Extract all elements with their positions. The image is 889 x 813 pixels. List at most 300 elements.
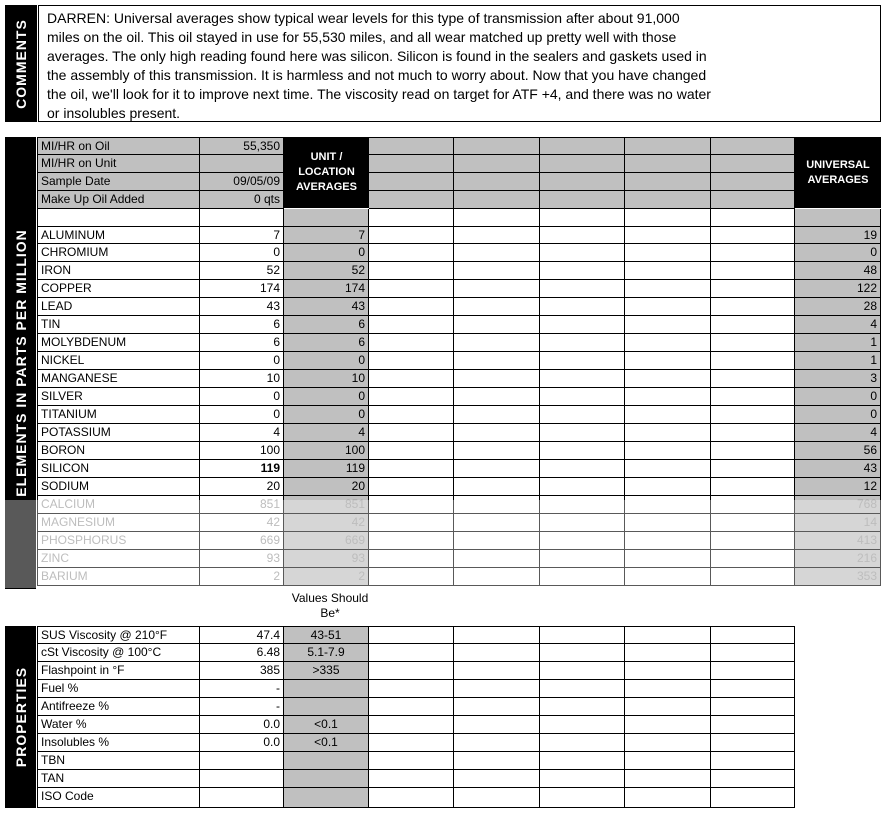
empty-cell <box>625 370 711 388</box>
element-universal-average: 1 <box>795 334 881 352</box>
empty-cell <box>711 788 795 808</box>
element-sample-value: 6 <box>200 334 284 352</box>
empty-cell <box>540 532 625 550</box>
element-universal-average: 12 <box>795 478 881 496</box>
element-sample-value: 43 <box>200 298 284 316</box>
empty-cell <box>625 316 711 334</box>
empty-cell <box>369 155 454 173</box>
empty-cell <box>454 406 540 424</box>
empty-cell <box>711 626 795 644</box>
empty-cell <box>454 716 540 734</box>
element-unit-average: 20 <box>284 478 369 496</box>
sample-info-value: 09/05/09 <box>200 173 284 191</box>
empty-cell <box>369 244 454 262</box>
empty-cell <box>711 716 795 734</box>
property-should-be: 5.1-7.9 <box>284 644 369 662</box>
empty-cell <box>540 752 625 770</box>
empty-cell <box>454 334 540 352</box>
empty-cell <box>369 680 454 698</box>
spacer-cell <box>454 209 540 227</box>
empty-cell <box>369 226 454 244</box>
comment-line: averages. The only high reading found here was silicon. Silicon is found in the sealers and gaskets used in <box>47 48 707 64</box>
empty-cell <box>625 680 711 698</box>
element-name: CHROMIUM <box>37 244 200 262</box>
empty-cell <box>454 370 540 388</box>
empty-cell <box>540 155 625 173</box>
elements-label: ELEMENTS IN PARTS PER MILLION <box>12 229 29 497</box>
spacer-cell <box>200 209 284 227</box>
empty-cell <box>711 698 795 716</box>
empty-cell <box>540 388 625 406</box>
element-name: SODIUM <box>37 478 200 496</box>
property-should-be: >335 <box>284 662 369 680</box>
empty-cell <box>711 280 795 298</box>
sample-info-value <box>200 155 284 173</box>
element-name: ALUMINUM <box>37 226 200 244</box>
empty-cell <box>540 626 625 644</box>
property-value: 0.0 <box>200 734 284 752</box>
empty-cell <box>454 424 540 442</box>
element-name: COPPER <box>37 280 200 298</box>
element-unit-average: 52 <box>284 262 369 280</box>
empty-cell <box>540 370 625 388</box>
element-name: MANGANESE <box>37 370 200 388</box>
property-value: 47.4 <box>200 626 284 644</box>
element-name: CALCIUM <box>37 496 200 514</box>
element-name: MAGNESIUM <box>37 514 200 532</box>
empty-cell <box>625 334 711 352</box>
empty-cell <box>625 280 711 298</box>
empty-cell <box>625 191 711 209</box>
element-unit-average: 43 <box>284 298 369 316</box>
empty-cell <box>711 550 795 568</box>
empty-cell <box>711 406 795 424</box>
element-universal-average: 0 <box>795 406 881 424</box>
property-should-be <box>284 698 369 716</box>
element-universal-average: 14 <box>795 514 881 532</box>
empty-cell <box>540 191 625 209</box>
element-unit-average: 851 <box>284 496 369 514</box>
property-value <box>200 770 284 788</box>
empty-cell <box>540 550 625 568</box>
element-universal-average: 216 <box>795 550 881 568</box>
empty-cell <box>711 155 795 173</box>
element-unit-average: 42 <box>284 514 369 532</box>
empty-cell <box>454 644 540 662</box>
properties-label: PROPERTIES <box>12 666 29 768</box>
property-value: - <box>200 680 284 698</box>
unit-location-header: UNIT / LOCATION AVERAGES <box>284 137 369 208</box>
empty-cell <box>540 406 625 424</box>
empty-cell <box>540 716 625 734</box>
empty-cell <box>540 442 625 460</box>
property-name: TBN <box>37 752 200 770</box>
element-name: TIN <box>37 316 200 334</box>
empty-cell <box>625 244 711 262</box>
comment-line: or insolubles present. <box>47 105 181 121</box>
empty-cell <box>454 478 540 496</box>
empty-cell <box>711 644 795 662</box>
empty-cell <box>625 298 711 316</box>
empty-cell <box>454 442 540 460</box>
empty-cell <box>369 334 454 352</box>
empty-cell <box>711 514 795 532</box>
element-sample-value: 0 <box>200 244 284 262</box>
element-universal-average: 4 <box>795 424 881 442</box>
sample-info-label: Sample Date <box>37 173 200 191</box>
empty-cell <box>625 460 711 478</box>
spacer-cell <box>284 209 369 227</box>
empty-cell <box>540 788 625 808</box>
empty-cell <box>540 173 625 191</box>
sample-info-label: MI/HR on Unit <box>37 155 200 173</box>
element-unit-average: 0 <box>284 406 369 424</box>
empty-cell <box>540 734 625 752</box>
element-name: IRON <box>37 262 200 280</box>
empty-cell <box>454 316 540 334</box>
property-should-be <box>284 752 369 770</box>
element-universal-average: 413 <box>795 532 881 550</box>
empty-cell <box>540 770 625 788</box>
empty-cell <box>454 262 540 280</box>
empty-cell <box>454 226 540 244</box>
empty-cell <box>625 698 711 716</box>
empty-cell <box>454 550 540 568</box>
element-sample-value: 7 <box>200 226 284 244</box>
empty-cell <box>454 244 540 262</box>
element-universal-average: 353 <box>795 568 881 586</box>
empty-cell <box>540 262 625 280</box>
empty-cell <box>454 770 540 788</box>
element-sample-value: 93 <box>200 550 284 568</box>
empty-cell <box>625 262 711 280</box>
empty-cell <box>711 752 795 770</box>
empty-cell <box>625 155 711 173</box>
element-unit-average: 6 <box>284 316 369 334</box>
sample-info-label: Make Up Oil Added <box>37 191 200 209</box>
property-value: 6.48 <box>200 644 284 662</box>
empty-cell <box>540 514 625 532</box>
empty-cell <box>540 662 625 680</box>
empty-cell <box>369 173 454 191</box>
element-universal-average: 48 <box>795 262 881 280</box>
empty-cell <box>540 244 625 262</box>
empty-cell <box>711 244 795 262</box>
element-unit-average: 7 <box>284 226 369 244</box>
element-unit-average: 2 <box>284 568 369 586</box>
property-should-be: <0.1 <box>284 734 369 752</box>
property-value: 385 <box>200 662 284 680</box>
comment-line: miles on the oil. This oil stayed in use for 55,530 miles, and all wear matched up pretty well with those <box>47 29 677 45</box>
element-sample-value: 174 <box>200 280 284 298</box>
element-name: TITANIUM <box>37 406 200 424</box>
empty-cell <box>711 316 795 334</box>
element-universal-average: 4 <box>795 316 881 334</box>
empty-cell <box>711 532 795 550</box>
element-sample-value: 0 <box>200 388 284 406</box>
empty-cell <box>369 716 454 734</box>
property-name: cSt Viscosity @ 100°C <box>37 644 200 662</box>
element-unit-average: 10 <box>284 370 369 388</box>
empty-cell <box>454 191 540 209</box>
empty-cell <box>625 424 711 442</box>
empty-cell <box>540 226 625 244</box>
element-unit-average: 4 <box>284 424 369 442</box>
empty-cell <box>711 352 795 370</box>
element-name: SILVER <box>37 388 200 406</box>
element-sample-value: 669 <box>200 532 284 550</box>
empty-cell <box>625 352 711 370</box>
empty-cell <box>540 280 625 298</box>
empty-cell <box>369 191 454 209</box>
empty-cell <box>369 352 454 370</box>
empty-cell <box>454 752 540 770</box>
empty-cell <box>540 352 625 370</box>
empty-cell <box>625 173 711 191</box>
empty-cell <box>711 191 795 209</box>
empty-cell <box>625 734 711 752</box>
empty-cell <box>711 173 795 191</box>
empty-cell <box>369 370 454 388</box>
empty-cell <box>625 496 711 514</box>
spacer-cell <box>711 209 795 227</box>
element-universal-average: 122 <box>795 280 881 298</box>
property-value <box>200 752 284 770</box>
element-universal-average: 19 <box>795 226 881 244</box>
empty-cell <box>454 680 540 698</box>
property-value: 0.0 <box>200 716 284 734</box>
spacer-cell <box>369 209 454 227</box>
empty-cell <box>454 280 540 298</box>
element-universal-average: 0 <box>795 244 881 262</box>
empty-cell <box>454 155 540 173</box>
empty-cell <box>625 442 711 460</box>
property-should-be <box>284 680 369 698</box>
spacer-cell <box>795 209 881 227</box>
empty-cell <box>369 698 454 716</box>
empty-cell <box>454 788 540 808</box>
empty-cell <box>625 550 711 568</box>
empty-cell <box>711 424 795 442</box>
empty-cell <box>711 442 795 460</box>
sample-info-label: MI/HR on Oil <box>37 137 200 155</box>
empty-cell <box>369 137 454 155</box>
empty-cell <box>625 770 711 788</box>
empty-cell <box>369 316 454 334</box>
empty-cell <box>369 734 454 752</box>
empty-cell <box>625 788 711 808</box>
element-unit-average: 0 <box>284 352 369 370</box>
element-sample-value: 100 <box>200 442 284 460</box>
element-sample-value: 6 <box>200 316 284 334</box>
element-sample-value: 10 <box>200 370 284 388</box>
empty-cell <box>711 680 795 698</box>
empty-cell <box>625 626 711 644</box>
element-name: NICKEL <box>37 352 200 370</box>
empty-cell <box>369 626 454 644</box>
empty-cell <box>454 298 540 316</box>
empty-cell <box>369 388 454 406</box>
property-name: Antifreeze % <box>37 698 200 716</box>
empty-cell <box>540 568 625 586</box>
empty-cell <box>625 644 711 662</box>
element-sample-value: 851 <box>200 496 284 514</box>
empty-cell <box>369 644 454 662</box>
empty-cell <box>711 662 795 680</box>
element-sample-value: 119 <box>200 460 284 478</box>
element-name: SILICON <box>37 460 200 478</box>
empty-cell <box>711 298 795 316</box>
comment-line: the assembly of this transmission. It is harmless and not much to worry about. Now that you have changed <box>47 67 707 83</box>
property-should-be: 43-51 <box>284 626 369 644</box>
element-sample-value: 4 <box>200 424 284 442</box>
empty-cell <box>540 334 625 352</box>
empty-cell <box>454 662 540 680</box>
empty-cell <box>540 698 625 716</box>
empty-cell <box>454 352 540 370</box>
empty-cell <box>625 716 711 734</box>
empty-cell <box>369 406 454 424</box>
element-name: MOLYBDENUM <box>37 334 200 352</box>
elements-label-bar <box>5 137 36 589</box>
empty-cell <box>625 514 711 532</box>
empty-cell <box>369 568 454 586</box>
element-universal-average: 1 <box>795 352 881 370</box>
empty-cell <box>369 298 454 316</box>
property-should-be <box>284 770 369 788</box>
element-sample-value: 0 <box>200 352 284 370</box>
empty-cell <box>369 262 454 280</box>
property-name: Flashpoint in °F <box>37 662 200 680</box>
element-universal-average: 28 <box>795 298 881 316</box>
property-value: - <box>200 698 284 716</box>
empty-cell <box>625 662 711 680</box>
empty-cell <box>711 734 795 752</box>
empty-cell <box>625 137 711 155</box>
element-unit-average: 0 <box>284 244 369 262</box>
element-unit-average: 0 <box>284 388 369 406</box>
property-should-be <box>284 788 369 808</box>
spacer-cell <box>540 209 625 227</box>
empty-cell <box>540 680 625 698</box>
property-name: SUS Viscosity @ 210°F <box>37 626 200 644</box>
empty-cell <box>625 388 711 406</box>
element-sample-value: 52 <box>200 262 284 280</box>
empty-cell <box>540 137 625 155</box>
empty-cell <box>454 137 540 155</box>
empty-cell <box>369 752 454 770</box>
element-universal-average: 768 <box>795 496 881 514</box>
element-unit-average: 669 <box>284 532 369 550</box>
empty-cell <box>454 388 540 406</box>
empty-cell <box>625 226 711 244</box>
empty-cell <box>454 532 540 550</box>
element-universal-average: 43 <box>795 460 881 478</box>
empty-cell <box>369 662 454 680</box>
element-name: PHOSPHORUS <box>37 532 200 550</box>
empty-cell <box>625 406 711 424</box>
empty-cell <box>369 442 454 460</box>
property-value <box>200 788 284 808</box>
empty-cell <box>454 698 540 716</box>
empty-cell <box>369 550 454 568</box>
empty-cell <box>711 226 795 244</box>
empty-cell <box>711 770 795 788</box>
element-unit-average: 174 <box>284 280 369 298</box>
empty-cell <box>369 514 454 532</box>
universal-averages-header: UNIVERSAL AVERAGES <box>795 137 881 208</box>
empty-cell <box>454 626 540 644</box>
empty-cell <box>540 478 625 496</box>
empty-cell <box>625 752 711 770</box>
empty-cell <box>454 568 540 586</box>
empty-cell <box>369 478 454 496</box>
element-name: POTASSIUM <box>37 424 200 442</box>
empty-cell <box>540 424 625 442</box>
empty-cell <box>454 460 540 478</box>
element-universal-average: 0 <box>795 388 881 406</box>
sample-info-value: 55,350 <box>200 137 284 155</box>
empty-cell <box>711 478 795 496</box>
empty-cell <box>625 568 711 586</box>
values-should-be-note: Values Should Be* <box>291 591 369 620</box>
comments-box <box>38 5 881 122</box>
properties-label-bar <box>5 626 36 808</box>
empty-cell <box>711 262 795 280</box>
element-sample-value: 2 <box>200 568 284 586</box>
empty-cell <box>711 388 795 406</box>
empty-cell <box>540 644 625 662</box>
empty-cell <box>711 137 795 155</box>
property-name: ISO Code <box>37 788 200 808</box>
empty-cell <box>454 496 540 514</box>
empty-cell <box>454 173 540 191</box>
element-unit-average: 6 <box>284 334 369 352</box>
empty-cell <box>369 788 454 808</box>
empty-cell <box>454 514 540 532</box>
comment-line: the oil, we'll look for it to improve next time. The viscosity read on target for ATF +4, and there was no water <box>47 86 711 102</box>
element-unit-average: 93 <box>284 550 369 568</box>
element-name: BORON <box>37 442 200 460</box>
property-name: Insolubles % <box>37 734 200 752</box>
property-name: Water % <box>37 716 200 734</box>
element-sample-value: 0 <box>200 406 284 424</box>
empty-cell <box>540 316 625 334</box>
comments-label-bar <box>5 5 37 122</box>
property-should-be: <0.1 <box>284 716 369 734</box>
empty-cell <box>711 568 795 586</box>
element-name: BARIUM <box>37 568 200 586</box>
empty-cell <box>711 496 795 514</box>
property-name: Fuel % <box>37 680 200 698</box>
element-sample-value: 20 <box>200 478 284 496</box>
empty-cell <box>625 478 711 496</box>
spacer-cell <box>625 209 711 227</box>
empty-cell <box>540 460 625 478</box>
empty-cell <box>369 460 454 478</box>
element-name: LEAD <box>37 298 200 316</box>
comments-label: COMMENTS <box>13 18 29 109</box>
empty-cell <box>711 460 795 478</box>
empty-cell <box>454 734 540 752</box>
sample-info-value: 0 qts <box>200 191 284 209</box>
empty-cell <box>369 280 454 298</box>
comment-line: DARREN: Universal averages show typical wear levels for this type of transmission after about 91,000 <box>47 10 680 26</box>
empty-cell <box>369 770 454 788</box>
empty-cell <box>369 424 454 442</box>
element-name: ZINC <box>37 550 200 568</box>
element-universal-average: 3 <box>795 370 881 388</box>
